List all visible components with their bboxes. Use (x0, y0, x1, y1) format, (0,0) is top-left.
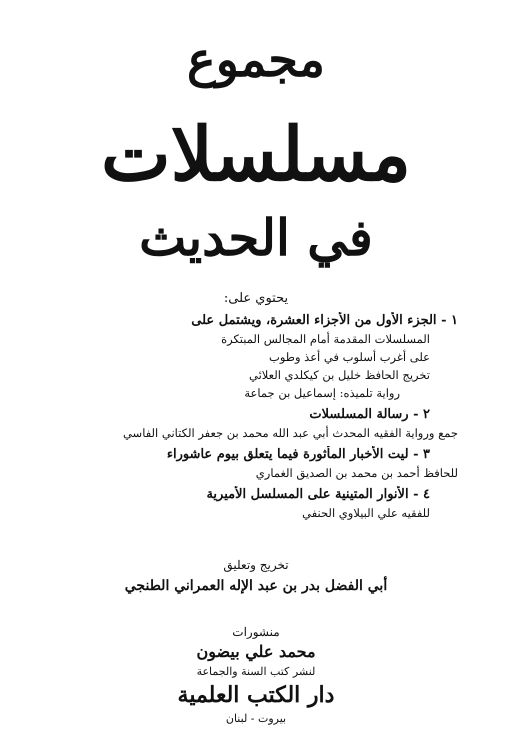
publisher-label: منشورات (232, 625, 280, 639)
list-item: للحافظ أحمد بن محمد بن الصديق الغماري (255, 466, 458, 480)
list-item: ٤ - الأنوار المتينية على المسلسل الأميرية (206, 487, 430, 502)
editor-name: أبي الفضل بدر بن عبد الإله العمراني الطنجي (124, 578, 388, 594)
list-item: على أغرب أسلوب في أعذ وطوب (269, 350, 430, 364)
list-item: تخريج الحافظ خليل بن كيكلدي العلائي (249, 368, 430, 382)
list-item: ٣ - ليت الأخبار المأثورة فيما يتعلق بيوم عاشوراء (166, 447, 430, 462)
list-item: رواية تلميذه: إسماعيل بن جماعة (244, 386, 400, 400)
publisher-city: بيروت - لبنان (225, 712, 287, 725)
list-item: المسلسلات المقدمة أمام المجالس المبتكرة (221, 332, 430, 346)
title-line-1: مجموع (187, 32, 325, 88)
list-item: ١ - الجزء الأول من الأجزاء العشرة، ويشتمل على (191, 313, 458, 328)
editor-label: تخريج وتعليق (223, 558, 289, 572)
title-line-3: في الحديث (139, 208, 373, 267)
list-item: ٢ - رسالة المسلسلات (309, 407, 430, 422)
list-item: جمع ورواية الفقيه المحدث أبي عبد الله محمد بن جعفر الكتاني الفاسي (122, 426, 458, 440)
title-line-2: مسلسلات (101, 112, 411, 198)
contains-label: يحتوي على: (223, 291, 289, 306)
publisher-description: لنشر كتب السنة والجماعة (196, 665, 316, 678)
contents-list (48, 312, 458, 522)
list-item: للفقيه علي البيلاوي الحنفي (302, 506, 430, 520)
publisher-name: محمد علي بيضون (196, 642, 316, 661)
publishing-house: دار الكتب العلمية (177, 682, 335, 708)
